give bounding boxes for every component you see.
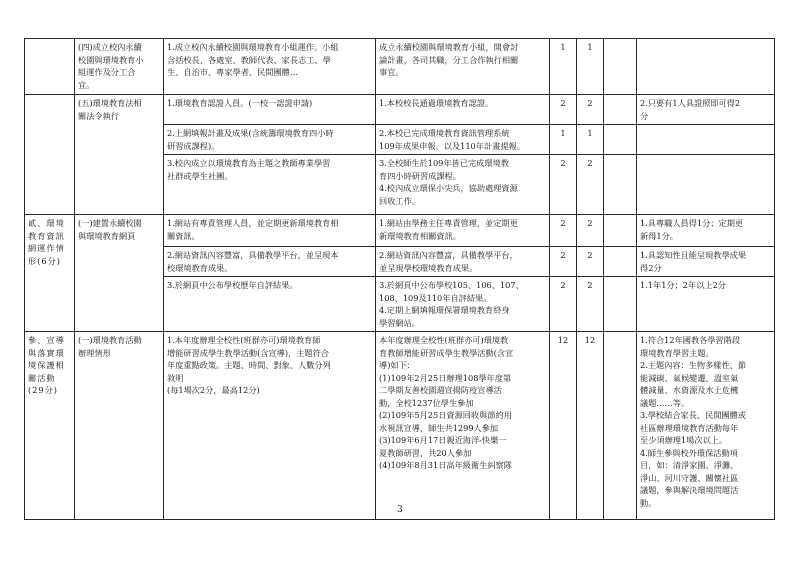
blank-cell [604, 332, 637, 520]
notes-cell: 2.只要有1人具證照即可得2 分 [637, 95, 775, 125]
self-score-cell: 12 [550, 332, 577, 520]
notes-cell [637, 125, 775, 155]
subcategory-cell: (一)建置永續校園 與環境教育網頁 [75, 215, 164, 332]
category-cell: 參、宣導 與落實環 境保護相 關活動 (29分) [25, 332, 75, 520]
category-cell [25, 39, 75, 95]
criteria-cell: 3.於網頁中公布學校歷年自評結果。 [164, 277, 376, 332]
notes-cell: 1.具專職人員得1分；定期更 新得1分。 [637, 215, 775, 247]
table-row [25, 95, 775, 125]
criteria-cell: 3.校內成立以環境教育為主題之教師專業學習 社群或學生社團。 [164, 155, 376, 215]
page-number: 3 [397, 505, 403, 515]
table-row [25, 215, 775, 247]
evidence-cell: 2.本校已完成環境教育資訊管理系統 109年成果申報，以及110年計畫提報。 [376, 125, 550, 155]
criteria-cell: 2.上網填報計畫及成果(含統籌環境教育四小時 研習成課程)。 [164, 125, 376, 155]
blank-cell [604, 277, 637, 332]
review-score-cell: 2 [577, 277, 604, 332]
self-score-cell: 2 [550, 215, 577, 247]
criteria-cell: 1.成立校內永續校園與環境教育小組運作。小組 含括校長、各處室、教師代表、家長志工、學 生、自治市、專家學者、民間團體… [164, 39, 376, 95]
table-row [25, 39, 775, 95]
table-row [25, 332, 775, 520]
review-score-cell: 2 [577, 95, 604, 125]
notes-cell: 1.具認知性且能呈現教學成果 得2分 [637, 247, 775, 277]
review-score-cell: 2 [577, 155, 604, 215]
self-score-cell: 2 [550, 247, 577, 277]
review-score-cell: 2 [577, 247, 604, 277]
blank-cell [604, 215, 637, 247]
blank-cell [604, 155, 637, 215]
evidence-cell: 3.於網頁中公布學校105、106、107、 108、109及110年自評結果。 4.定期上網填報環保署環境教育終身 學習網站。 [376, 277, 550, 332]
evidence-cell: 2.網站資訊內容豐富，具備教學平台， 並呈現學校環境教育成果。 [376, 247, 550, 277]
subcategory-cell: (一)環境教育活動 辦理情形 [75, 332, 164, 520]
notes-cell: 1.1年1分；2年以上2分 [637, 277, 775, 332]
review-score-cell: 12 [577, 332, 604, 520]
evidence-cell: 1.網站由學務主任專責管理，並定期更 新環境教育相關資訊。 [376, 215, 550, 247]
review-score-cell: 1 [577, 125, 604, 155]
criteria-cell: 1.環境教育認證人員。(一校一認證申請) [164, 95, 376, 125]
blank-cell [604, 125, 637, 155]
category-cell [25, 95, 75, 215]
self-score-cell: 2 [550, 155, 577, 215]
subcategory-cell: (五)環境教育法相 關法令執行 [75, 95, 164, 215]
evidence-cell: 1.本校校長通過環境教育認證。 [376, 95, 550, 125]
notes-cell [637, 155, 775, 215]
self-score-cell: 2 [550, 277, 577, 332]
review-score-cell: 2 [577, 215, 604, 247]
blank-cell [604, 39, 637, 95]
subcategory-cell: (四)成立校內永續 校園與環境教育小 組運作及分工合 宜。 [75, 39, 164, 95]
review-score-cell: 1 [577, 39, 604, 95]
category-cell: 貳、環境 教育資訊 網運作情 形(6分) [25, 215, 75, 332]
blank-cell [604, 247, 637, 277]
criteria-cell: 1.本年度辦理全校性(班群亦可)環境教育師 增能研習成學生教學活動(含宣導)，主題符合 年度重點政策。主題、時間、對象、人數分列 敘明 (每1場次2分，最高12分) [164, 332, 376, 520]
self-score-cell: 1 [550, 125, 577, 155]
notes-cell: 1.符合12年國教各學習階段 環境教育學習主題。 2.主題內容：生物多樣性、節 能減碳、氣候變遷、溫室氣 體減量、水資源及水土危機 議題……等。 3.學校結合家長、民間團體或 社區辦理環境教育活動每年 至少須辦理1場次以上。 4.師生參與校外環保活動項 目，如：清淨家園、淨灘、 淨山、河川守護、關懷社區 議題，參與解決環境問題活 動。 [637, 332, 775, 520]
criteria-cell: 1.網站有專責管理人員，並定期更新環境教育相 關資訊。 [164, 215, 376, 247]
blank-cell [604, 95, 637, 125]
self-score-cell: 1 [550, 39, 577, 95]
self-score-cell: 2 [550, 95, 577, 125]
evidence-cell: 3.全校師生於109年皆已完成環境教 育四小時研習成課程。 4.校內成立環保小尖兵，協助處理資源 回收工作。 [376, 155, 550, 215]
evidence-cell: 本年度辦理全校性(班群亦可)環境教 育教師增能研習成學生教學活動(含宣 導)如下： (1)109年2月25日辦理108學年度第 二學期友善校園週宣揚防疫宣導活 動，全校1237位學生參加 (2)109年5月25日資源回收與節約用 水視訊宣導，師生共1299人參加 (3)109年6月17日親近海洋-快樂一 夏教師研習，共20人參加 (4)109年8月31日高年級衛生糾察隊 [376, 332, 550, 520]
evaluation-table [24, 38, 775, 520]
criteria-cell: 2.網站資訊內容豐富，具備教學平台，並呈現本 校環境教育成果。 [164, 247, 376, 277]
evidence-cell: 成立永續校園與環境教育小組，開會討 論計畫，各司其職，分工合作執行相關 事宜。 [376, 39, 550, 95]
notes-cell [637, 39, 775, 95]
